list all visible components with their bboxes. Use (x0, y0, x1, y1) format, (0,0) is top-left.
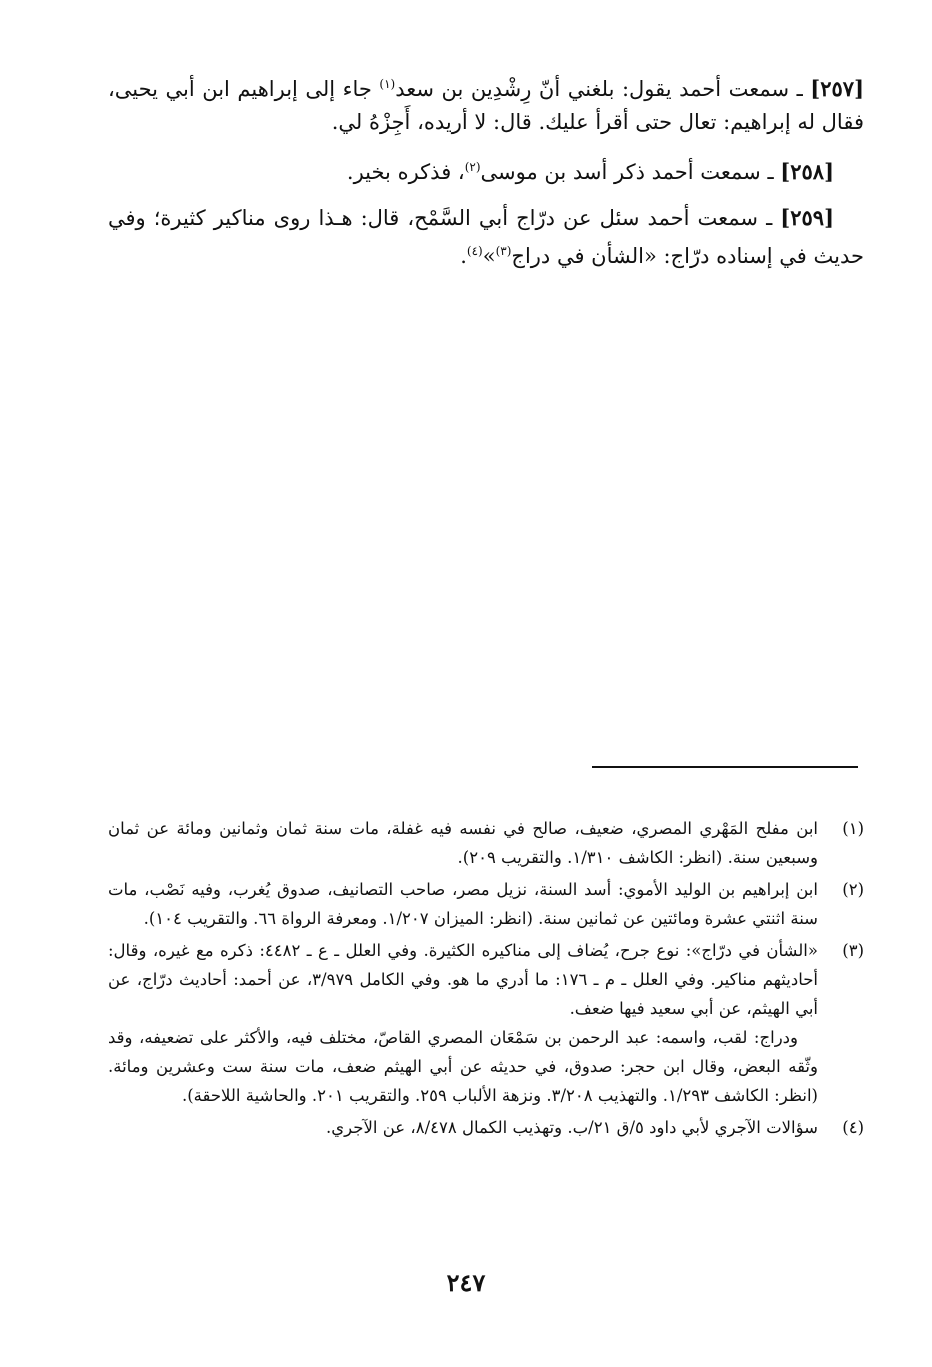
entry-text: ـ سمعت أحمد يقول: بلغني أنّ رِشْدِين بن سعد (395, 77, 811, 101)
footnote-text: «الشأن في درّاج»: نوع جرح، يُضاف إلى مناكيره الكثيرة. وفي العلل ـ ع ـ ٤٤٨٢: ذكره مع غيره، وقال: أحاديثهم مناكير. وفي العلل ـ م ـ ١٧٦: ما أدري ما هو. وفي الكامل ٣/٩٧٩، عن أحمد: أحاديث درّاج، عن أبي الهيثم، عن أبي سعيد فيها ضعف. (108, 941, 819, 1018)
footnote-ref[interactable]: (٤) (466, 244, 483, 258)
footnote-ref[interactable]: (٢) (464, 160, 481, 174)
footnote-1 (108, 814, 864, 872)
entry-text: ، فذكره بخير. (346, 160, 465, 184)
entry-257 (108, 68, 864, 139)
footnote-text: ابن إبراهيم بن الوليد الأموي: أسد السنة، نزيل مصر، صاحب التصانيف، صدوق يُغرب، وفيه نَصْب، مات سنة اثنتي عشرة ومائتين عن ثمانين سنة. (انظر: الميزان ١/٢٠٧. ومعرفة الرواة ٦٦. والتقريب ١٠٤). (108, 880, 818, 928)
entry-text: . (460, 244, 467, 268)
footnote-ref[interactable]: (٣) (495, 244, 512, 258)
entry-number: [٢٥٩] (780, 205, 834, 230)
footnote-ref[interactable]: (١) (379, 77, 396, 91)
entry-text: جاء إلى إبراهيم ابن أبي يحيى، فقال له إبراهيم: تعال حتى أقرأ عليك. قال: لا أريده، أَجِزْهُ لي. (108, 77, 864, 134)
entry-text: ـ سمعت أحمد سئل عن درّاج أبي السَّمْح، قال: هـذا روى مناكير كثيرة؛ وفي حديث في إسناده درّاج: «الشأن في دراج (108, 206, 864, 268)
entry-text: ـ سمعت أحمد ذكر أسد بن موسى (480, 160, 781, 184)
entry-259 (108, 201, 864, 273)
footnote-text: سؤالات الآجري لأبي داود ٥/ق ٢١/ب. وتهذيب الكمال ٨/٤٧٨، عن الآجري. (326, 1118, 818, 1137)
page-number: ٢٤٧ (446, 1268, 486, 1297)
footnotes (108, 814, 864, 1145)
entry-number: [٢٥٨] (780, 159, 834, 184)
main-text (108, 68, 864, 285)
entry-number: [٢٥٧] (810, 76, 864, 101)
footnote-4 (108, 1113, 864, 1142)
entry-258 (108, 151, 864, 189)
footnote-2 (108, 875, 864, 933)
entry-text: » (482, 244, 496, 268)
footnote-text: ابن مفلح المَهْري المصري، ضعيف، صالح في نفسه فيه غفلة، مات سنة ثمان وثمانين ومائة عن ثمان وسبعين سنة. (انظر: الكاشف ١/٣١٠. والتقريب ٢٠٩). (108, 819, 818, 867)
footnote-number: (٣) (842, 941, 864, 960)
footnote-text: ودراج: لقب، واسمه: عبد الرحمن بن سَمْعَان المصري القاصّ، مختلف فيه، والأكثر على تضعيفه، وقد وثّقه البعض، وقال ابن حجر: صدوق، في حديثه عن أبي الهيثم ضعف، مات سنة ست وعشرين ومائة. (انظر: الكاشف ١/٢٩٣. والتهذيب ٣/٢٠٨. ونزهة الألباب ٢٥٩. والتقريب ٢٠١. والحاشية اللاحقة). (108, 1028, 818, 1105)
footnote-divider (592, 766, 858, 768)
footnote-3 (108, 936, 864, 1110)
footnote-number: (٤) (842, 1118, 864, 1137)
footnote-number: (٢) (842, 880, 864, 899)
footnote-number: (١) (842, 819, 864, 838)
